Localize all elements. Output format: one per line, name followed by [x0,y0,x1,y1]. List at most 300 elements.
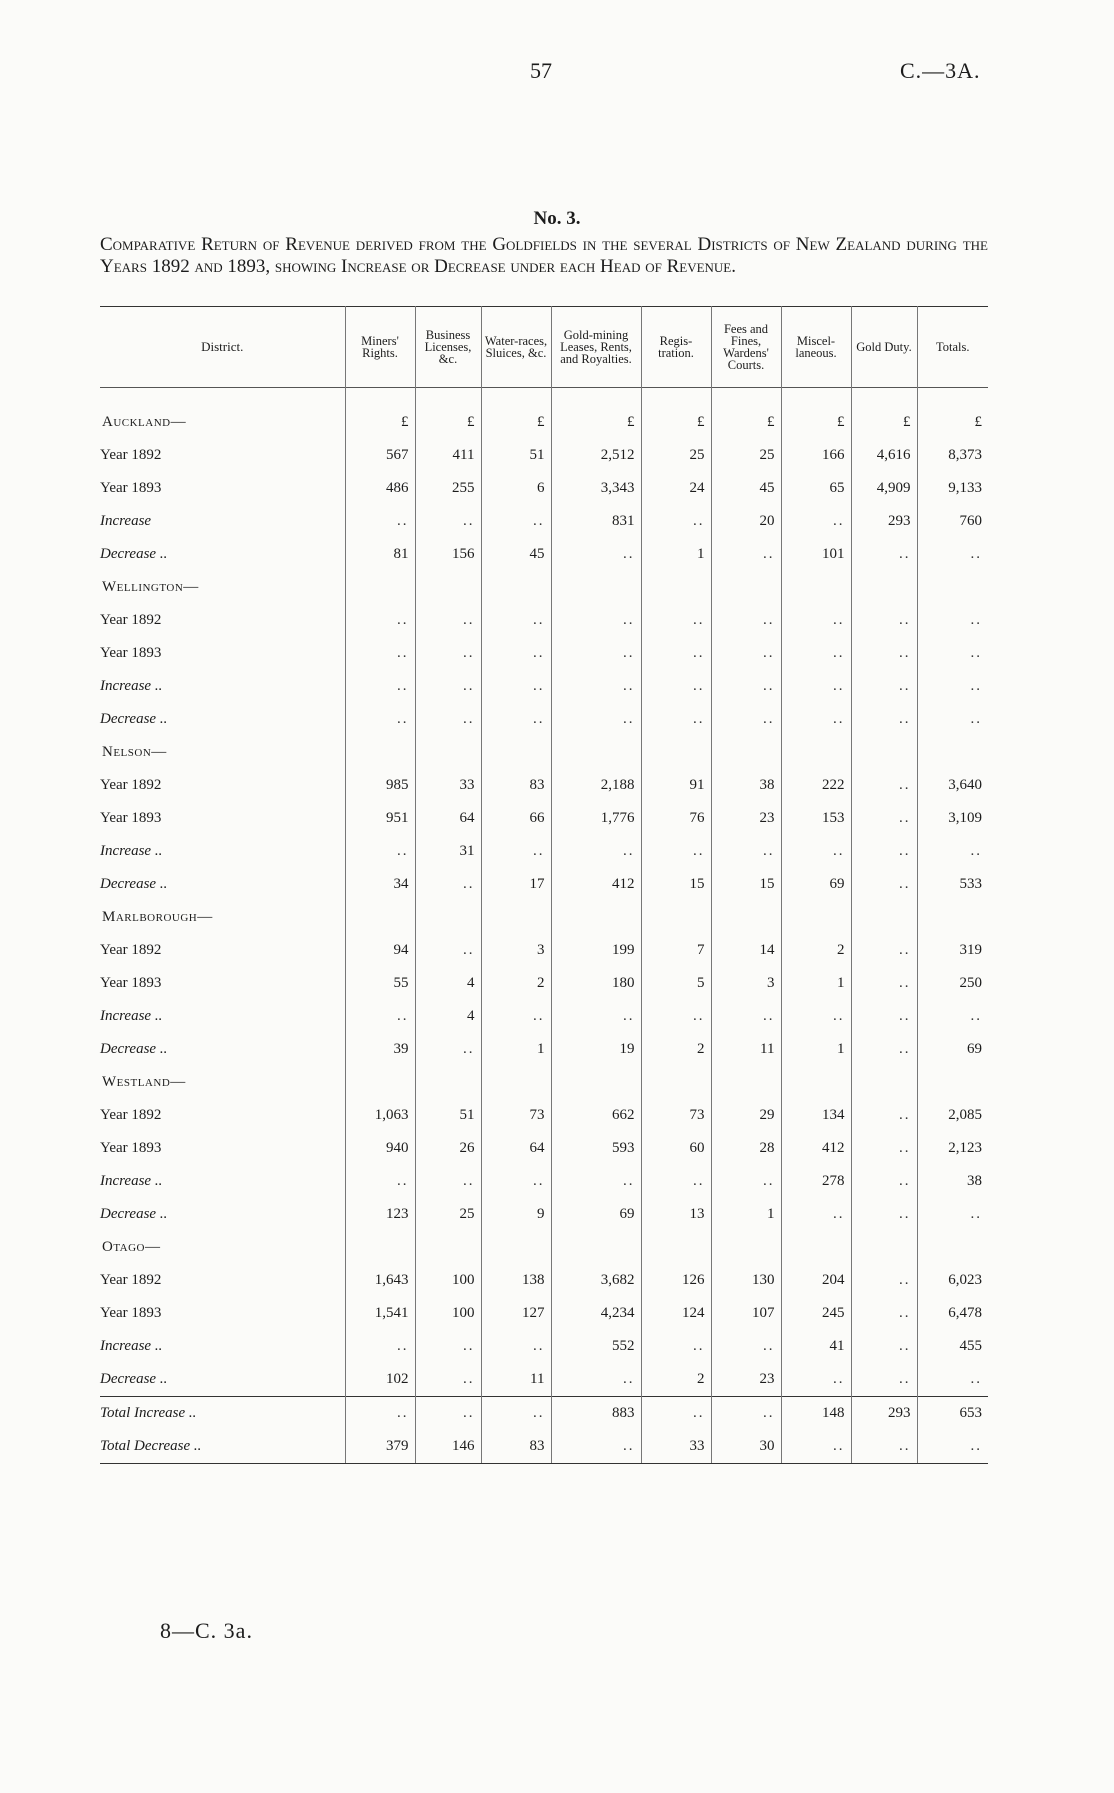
total-decrease-row [100,1430,988,1464]
table-cell: .. [481,703,551,736]
table-cell: .. [781,703,851,736]
table-cell: .. [711,538,781,571]
table-cell: 76 [641,802,711,835]
col-business-licenses: Business Licenses, &c. [415,307,481,388]
table-cell: .. [851,1132,917,1165]
table-cell [917,571,988,604]
table-cell: .. [415,868,481,901]
table-cell: .. [851,1198,917,1231]
table-row-label: Year 1893 [100,810,162,826]
table-row-label: Decrease .. [100,1041,168,1057]
table-cell: 23 [711,802,781,835]
table-cell: .. [917,604,988,637]
table-cell: 278 [781,1165,851,1198]
table-cell: .. [481,637,551,670]
table-cell [481,1066,551,1099]
table-cell: 166 [781,439,851,472]
table-cell: .. [917,538,988,571]
table-cell: 30 [711,1430,781,1464]
table-row [100,505,988,538]
table-cell [711,736,781,769]
table-cell: .. [345,1330,415,1363]
col-district: District. [201,339,244,354]
table-cell [551,1231,641,1264]
table-cell [551,736,641,769]
table-cell: .. [781,604,851,637]
table-cell: 3,682 [551,1264,641,1297]
table-row [100,538,988,571]
table-cell: 39 [345,1033,415,1066]
table-cell: 69 [551,1198,641,1231]
table-cell: 245 [781,1297,851,1330]
table-body [100,406,988,1464]
table-cell: .. [781,637,851,670]
table-cell: 4 [415,1000,481,1033]
table-cell [551,571,641,604]
table-cell [781,571,851,604]
table-cell: 100 [415,1297,481,1330]
table-cell [851,736,917,769]
footer-signature: 8—C. 3a. [160,1618,253,1643]
table-cell: 148 [781,1397,851,1431]
table-cell: .. [415,670,481,703]
table-cell [415,901,481,934]
table-cell: .. [551,604,641,637]
table-cell [851,901,917,934]
table-cell: £ [641,406,711,439]
table-cell [781,1231,851,1264]
table-cell: 1 [711,1198,781,1231]
table-cell: .. [345,1000,415,1033]
table-cell: 33 [641,1430,711,1464]
table-cell: 94 [345,934,415,967]
table-row [100,439,988,472]
table-cell: 73 [641,1099,711,1132]
table-cell: 2,085 [917,1099,988,1132]
table-cell: .. [415,934,481,967]
table-cell: 73 [481,1099,551,1132]
table-cell: 760 [917,505,988,538]
table-cell: 81 [345,538,415,571]
table-cell: 319 [917,934,988,967]
table-cell: 134 [781,1099,851,1132]
table-cell: 38 [711,769,781,802]
table-cell: .. [345,637,415,670]
table-cell: 17 [481,868,551,901]
table-cell: 138 [481,1264,551,1297]
table-cell [345,1231,415,1264]
table-cell: .. [851,967,917,1000]
table-cell: .. [711,604,781,637]
table-cell: .. [551,538,641,571]
table-cell: 28 [711,1132,781,1165]
district-heading-marlborough [100,901,988,934]
table-cell: .. [551,670,641,703]
col-miscellaneous: Miscel-laneous. [781,307,851,388]
table-cell: .. [481,835,551,868]
table-cell: 102 [345,1363,415,1397]
table-cell: 25 [415,1198,481,1231]
table-cell: .. [851,604,917,637]
table-row-label: Decrease .. [100,876,168,892]
table-cell: .. [781,505,851,538]
table-cell: 107 [711,1297,781,1330]
table-cell [641,1066,711,1099]
table-row-label: Year 1892 [100,1272,162,1288]
table-cell: .. [851,670,917,703]
table-cell: 83 [481,769,551,802]
table-cell: .. [641,1165,711,1198]
table-cell: £ [781,406,851,439]
table-cell: 6 [481,472,551,505]
table-cell: .. [851,1330,917,1363]
table-cell: 180 [551,967,641,1000]
table-cell: 55 [345,967,415,1000]
table-cell: .. [851,868,917,901]
col-miners-rights: Miners' Rights. [345,307,415,388]
table-cell: 567 [345,439,415,472]
district-heading-otago-label: Otago— [102,1239,161,1255]
revenue-table [100,306,988,1464]
table-cell: 6,023 [917,1264,988,1297]
total-increase-row-label: Total Increase .. [100,1397,345,1431]
table-cell [917,736,988,769]
table-row-label: Decrease .. [100,1371,168,1387]
table-cell: 2,188 [551,769,641,802]
table-cell: 15 [641,868,711,901]
table-cell: .. [481,670,551,703]
table-cell: 41 [781,1330,851,1363]
table-row [100,1363,988,1397]
table-cell: 65 [781,472,851,505]
district-heading-auckland [100,406,988,439]
table-cell: .. [641,637,711,670]
total-increase-row [100,1397,988,1431]
table-cell: .. [851,637,917,670]
table-row [100,1099,988,1132]
table-row-label: Year 1893 [100,480,162,496]
table-cell [641,736,711,769]
table-cell: .. [917,1000,988,1033]
table-cell: 23 [711,1363,781,1397]
table-cell: 100 [415,1264,481,1297]
table-cell: .. [917,1430,988,1464]
table-cell: 60 [641,1132,711,1165]
table-cell: .. [917,1198,988,1231]
table-row-label: Increase .. [100,1338,163,1354]
table-row [100,1198,988,1231]
table-cell: 1 [641,538,711,571]
table-cell: 34 [345,868,415,901]
table-row-label: Increase .. [100,843,163,859]
table-cell: 64 [481,1132,551,1165]
table-cell: 29 [711,1099,781,1132]
table-cell: .. [345,1397,415,1431]
table-cell: .. [551,703,641,736]
table-cell: 3,640 [917,769,988,802]
table-cell [345,736,415,769]
table-cell: 20 [711,505,781,538]
table-cell: 45 [711,472,781,505]
table-cell: .. [415,1033,481,1066]
table-cell: 455 [917,1330,988,1363]
table-cell: £ [345,406,415,439]
table-cell: .. [415,505,481,538]
table-cell: 653 [917,1397,988,1431]
table-cell: .. [345,670,415,703]
table-row-label: Year 1893 [100,645,162,661]
table-row-label: Year 1893 [100,1140,162,1156]
table-cell: .. [851,802,917,835]
table-cell: .. [481,1330,551,1363]
table-cell [917,1066,988,1099]
table-cell: .. [711,670,781,703]
table-cell: .. [851,934,917,967]
table-cell: .. [917,1363,988,1397]
table-cell: .. [551,835,641,868]
table-cell [641,901,711,934]
table-cell: 130 [711,1264,781,1297]
district-heading-nelson-label: Nelson— [102,744,167,760]
table-row [100,769,988,802]
table-row-label: Year 1892 [100,942,162,958]
table-cell: .. [781,670,851,703]
table-cell: .. [641,505,711,538]
table-cell: 9,133 [917,472,988,505]
table-cell: .. [711,1000,781,1033]
table-row [100,472,988,505]
table-cell: £ [711,406,781,439]
table-cell: .. [481,1000,551,1033]
table-cell: .. [917,637,988,670]
table-cell: .. [415,703,481,736]
table-cell: 2 [481,967,551,1000]
table-row [100,1297,988,1330]
table-row-label: Decrease .. [100,546,168,562]
table-cell [481,571,551,604]
table-cell: .. [781,1000,851,1033]
table-cell: 3,343 [551,472,641,505]
table-cell: 3 [711,967,781,1000]
table-cell: 123 [345,1198,415,1231]
table-cell: .. [415,1165,481,1198]
table-cell: 411 [415,439,481,472]
table-cell: 940 [345,1132,415,1165]
table-cell: .. [917,703,988,736]
district-heading-wellington [100,571,988,604]
table-cell: .. [551,1165,641,1198]
table-cell: 552 [551,1330,641,1363]
table-cell [345,901,415,934]
table-row [100,868,988,901]
table-cell: 64 [415,802,481,835]
table-cell [781,901,851,934]
table-cell: £ [551,406,641,439]
table-row [100,703,988,736]
table-cell: .. [415,1363,481,1397]
table-cell: 1 [481,1033,551,1066]
table-cell: 2 [641,1033,711,1066]
table-cell: .. [711,1397,781,1431]
table-cell: .. [345,703,415,736]
table-cell: 26 [415,1132,481,1165]
table-cell: 51 [415,1099,481,1132]
table-cell: 2,512 [551,439,641,472]
table-cell: .. [551,1430,641,1464]
district-heading-wellington-label: Wellington— [102,579,199,595]
table-cell: .. [711,1165,781,1198]
table-caption: Comparative Return of Revenue derived from the Goldfields in the several Districts of New Zealand during the Years 1892 and 1893, showing Increase or Decrease under each Head of Revenue. [100,234,988,277]
table-row [100,1033,988,1066]
table-cell: 9 [481,1198,551,1231]
table-cell: 19 [551,1033,641,1066]
col-gold-mining-leases: Gold-mining Leases, Rents, and Royalties. [551,307,641,388]
table-cell: .. [415,604,481,637]
table-row [100,1264,988,1297]
table-cell: 33 [415,769,481,802]
table-cell: .. [641,835,711,868]
col-fees-fines: Fees and Fines, Wardens' Courts. [711,307,781,388]
table-cell [415,736,481,769]
table-cell: 13 [641,1198,711,1231]
table-cell [711,901,781,934]
table-cell: 204 [781,1264,851,1297]
table-cell: .. [851,1297,917,1330]
table-header-row [100,307,988,388]
table-cell: .. [851,835,917,868]
table-cell: .. [851,769,917,802]
table-cell [481,736,551,769]
table-cell: 11 [481,1363,551,1397]
table-cell [917,1231,988,1264]
table-cell [415,571,481,604]
table-cell: .. [345,835,415,868]
table-row [100,802,988,835]
district-heading-westland [100,1066,988,1099]
table-cell: 985 [345,769,415,802]
table-cell: 293 [851,1397,917,1431]
table-cell: 51 [481,439,551,472]
table-row [100,1330,988,1363]
table-cell: .. [641,1000,711,1033]
table-cell: 4 [415,967,481,1000]
table-cell: 250 [917,967,988,1000]
total-decrease-row-label: Total Decrease .. [100,1430,345,1464]
table-cell: 662 [551,1099,641,1132]
table-cell: £ [481,406,551,439]
table-cell: 4,234 [551,1297,641,1330]
table-cell: .. [711,1330,781,1363]
table-row-label: Increase .. [100,678,163,694]
table-row-label: Year 1892 [100,777,162,793]
table-cell: 951 [345,802,415,835]
table-cell: 1,776 [551,802,641,835]
table-cell: 1,643 [345,1264,415,1297]
table-cell: 69 [917,1033,988,1066]
table-cell: 146 [415,1430,481,1464]
table-cell: 2 [641,1363,711,1397]
table-cell: .. [481,505,551,538]
col-totals: Totals. [917,307,988,388]
table-cell: 883 [551,1397,641,1431]
table-row-label: Year 1892 [100,612,162,628]
table-cell: 293 [851,505,917,538]
table-cell: 25 [641,439,711,472]
table-cell: .. [851,1000,917,1033]
table-cell: 14 [711,934,781,967]
table-cell: 255 [415,472,481,505]
table-cell: 1,063 [345,1099,415,1132]
table-cell [711,571,781,604]
table-cell: .. [345,505,415,538]
table-cell [851,1066,917,1099]
table-cell: .. [711,637,781,670]
table-cell [641,571,711,604]
table-cell: .. [851,1099,917,1132]
table-cell: 101 [781,538,851,571]
table-cell: .. [851,703,917,736]
table-row [100,835,988,868]
table-row-label: Increase [100,513,152,529]
col-water-races: Water-races, Sluices, &c. [481,307,551,388]
table-cell: 31 [415,835,481,868]
table-row [100,637,988,670]
table-cell: 412 [551,868,641,901]
table-cell [711,1231,781,1264]
table-cell: 2,123 [917,1132,988,1165]
table-cell [641,1231,711,1264]
district-heading-westland-label: Westland— [102,1074,186,1090]
table-cell: .. [851,1430,917,1464]
district-heading-nelson [100,736,988,769]
table-cell: .. [851,1033,917,1066]
table-cell [551,901,641,934]
table-cell: 1 [781,1033,851,1066]
table-row-label: Year 1893 [100,975,162,991]
table-cell: 69 [781,868,851,901]
table-cell: £ [917,406,988,439]
table-cell: 11 [711,1033,781,1066]
table-cell: .. [415,1330,481,1363]
table-cell: 222 [781,769,851,802]
table-cell [781,736,851,769]
table-row-label: Year 1892 [100,447,162,463]
table-cell: 127 [481,1297,551,1330]
table-cell [415,1066,481,1099]
table-row [100,934,988,967]
table-cell: 1 [781,967,851,1000]
table-cell [345,571,415,604]
table-cell: 156 [415,538,481,571]
table-cell [481,901,551,934]
table-cell: .. [711,703,781,736]
table-cell: .. [415,1397,481,1431]
table-cell: 45 [481,538,551,571]
table-cell [481,1231,551,1264]
table-cell: .. [781,1430,851,1464]
table-cell: 831 [551,505,641,538]
table-cell: .. [917,670,988,703]
table-cell: .. [551,1000,641,1033]
table-cell: 412 [781,1132,851,1165]
table-cell: .. [781,1198,851,1231]
table-cell: .. [481,1397,551,1431]
table-cell: 3 [481,934,551,967]
table-row [100,967,988,1000]
table-cell: 83 [481,1430,551,1464]
table-cell [415,1231,481,1264]
table-cell: .. [851,1264,917,1297]
